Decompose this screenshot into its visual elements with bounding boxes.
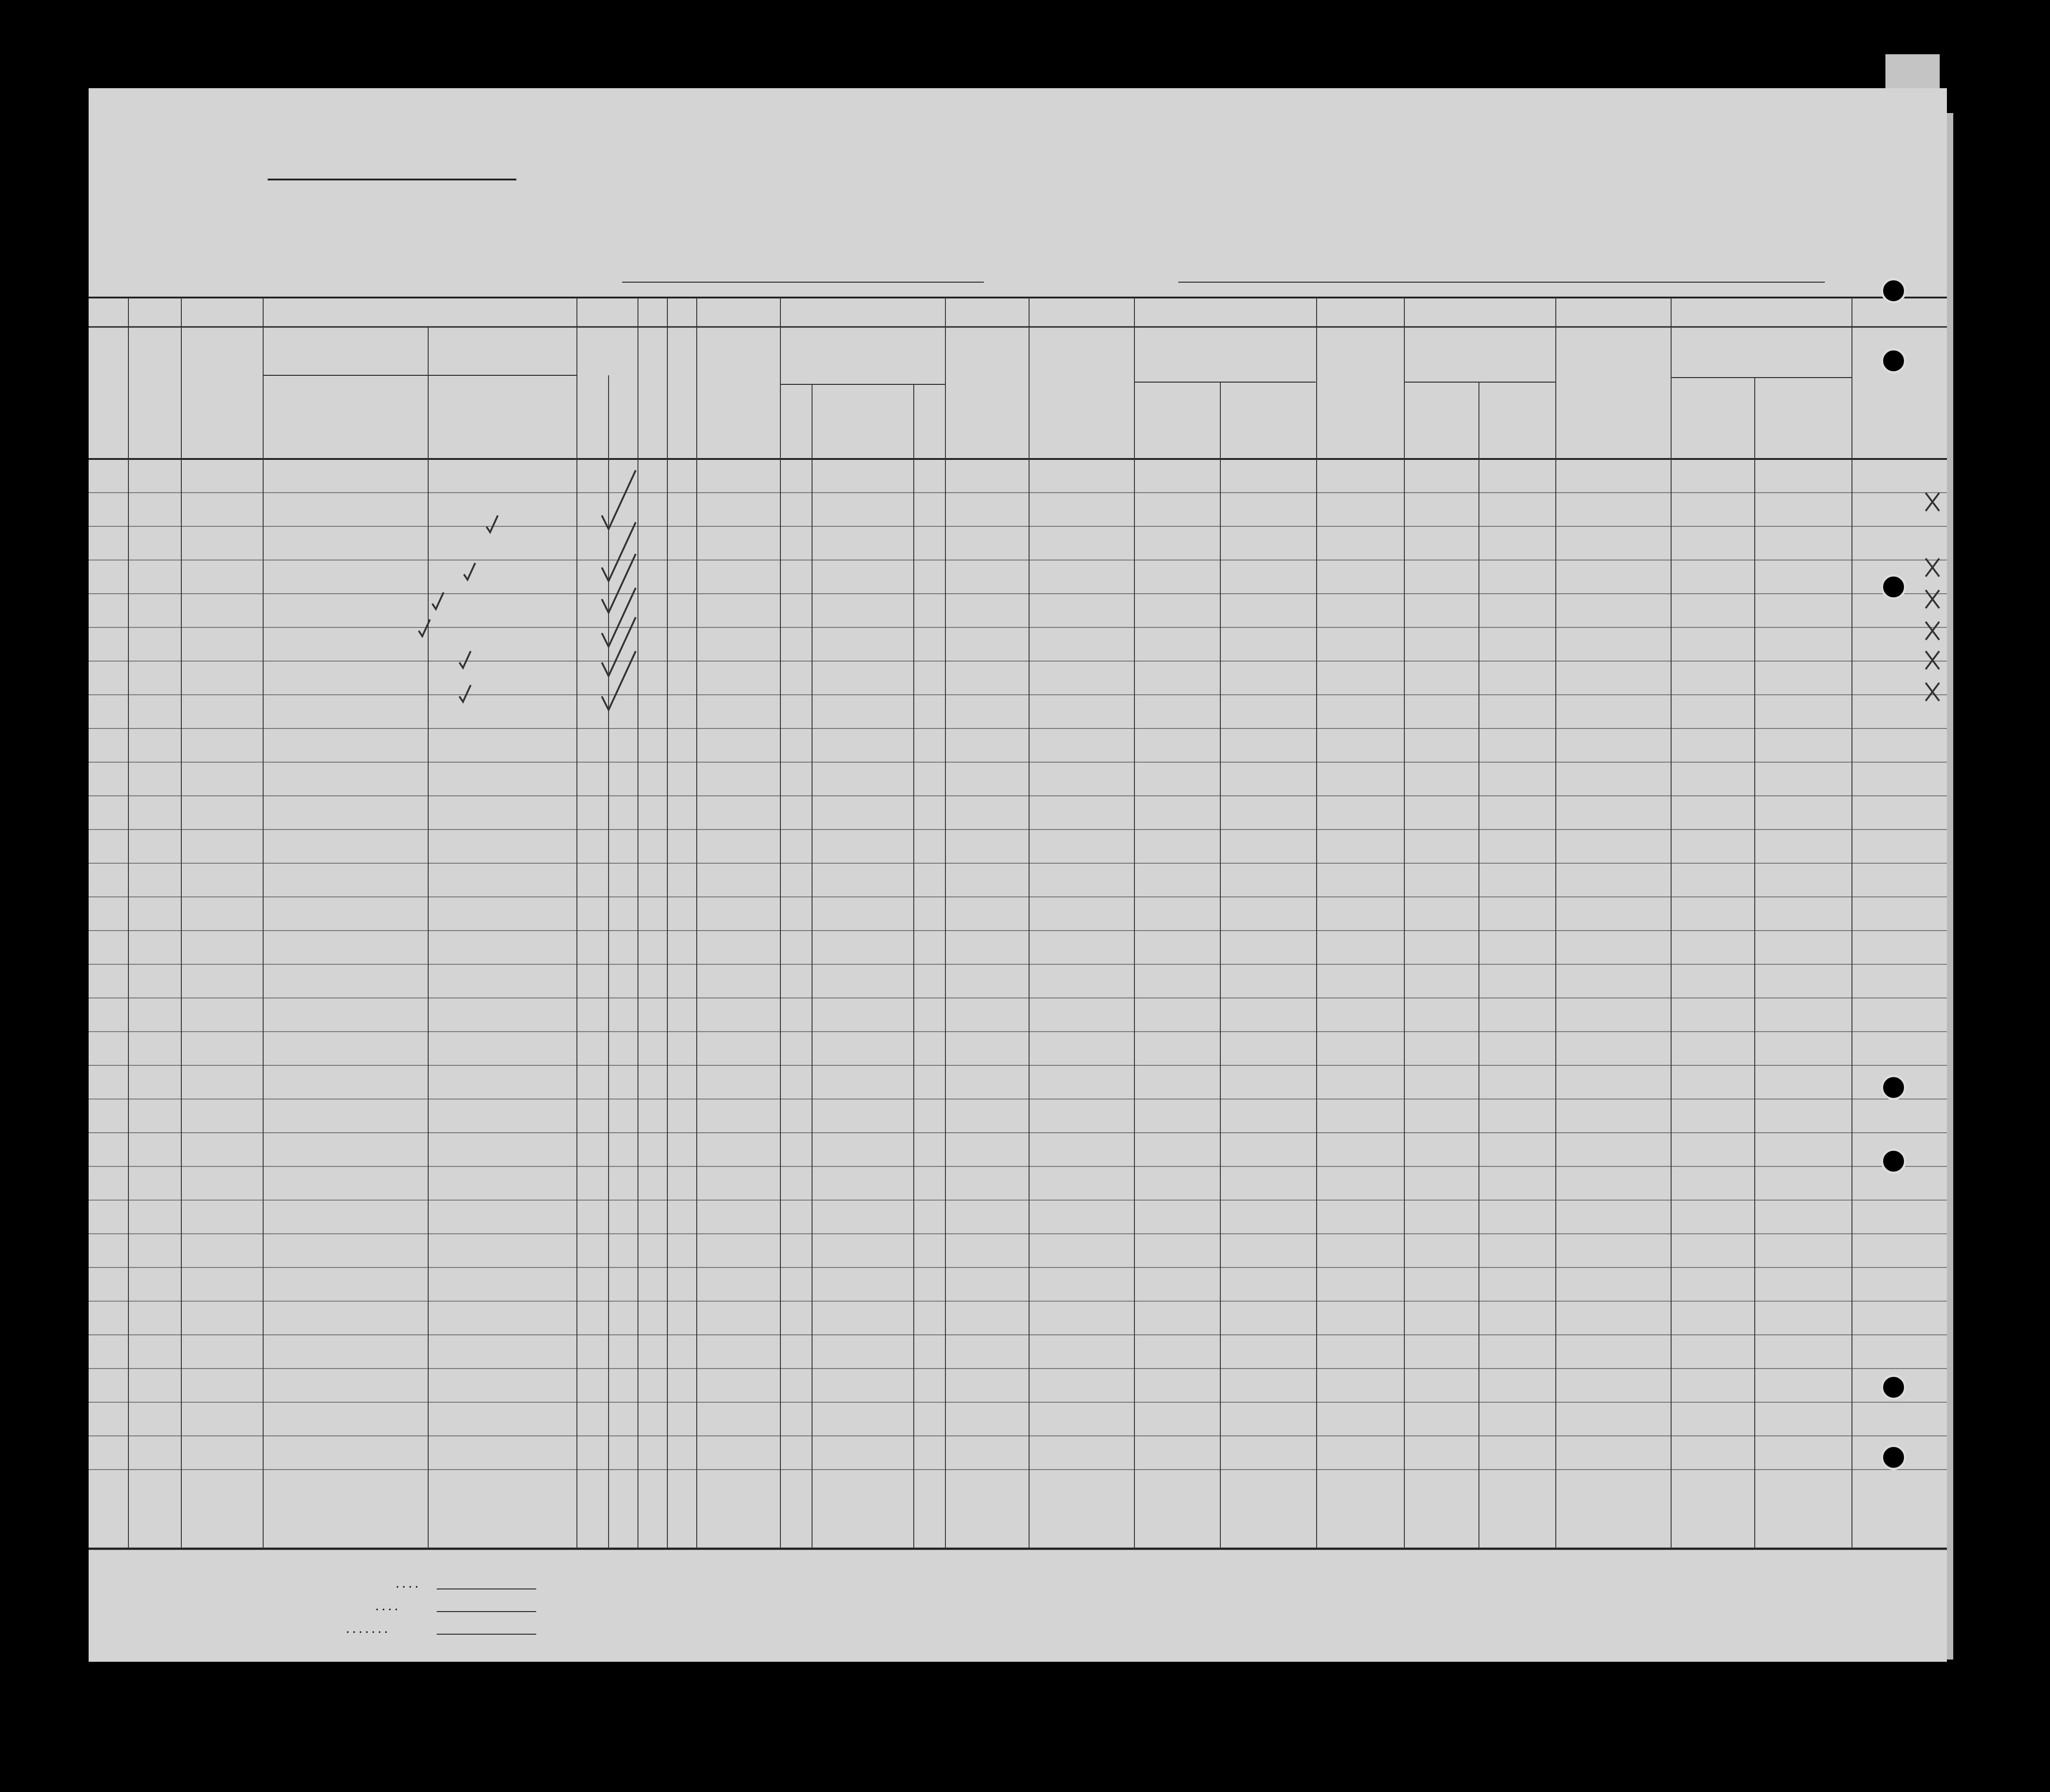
manifest-sheet (89, 88, 1947, 1662)
tick-mark (487, 515, 498, 532)
check-marks (419, 470, 1939, 710)
date-underline (1499, 282, 1825, 283)
check-mark (602, 554, 636, 613)
leader-dots-3: ....... (346, 1624, 391, 1635)
binder-hole (1881, 1375, 1906, 1400)
binder-hole (1881, 1445, 1906, 1470)
tick-mark (459, 685, 471, 702)
x-mark (1926, 493, 1939, 511)
binder-hole (1881, 348, 1906, 374)
x-mark (1926, 651, 1939, 669)
check-mark (602, 588, 636, 647)
x-mark (1926, 558, 1939, 577)
tick-mark (459, 651, 471, 668)
check-mark (602, 470, 636, 529)
x-mark (1926, 683, 1939, 701)
tick-mark (432, 592, 444, 609)
tick-mark (464, 563, 475, 580)
binder-hole (1881, 1149, 1906, 1174)
check-mark (602, 651, 636, 710)
list-underline (268, 179, 516, 180)
binder-hole (1881, 278, 1906, 303)
binder-hole (1881, 574, 1906, 600)
leader-dots-2: .... (376, 1601, 401, 1612)
x-mark (1926, 622, 1939, 640)
ship-underline (622, 282, 984, 283)
aliens-line (437, 1634, 536, 1635)
manifest-grid (89, 88, 1947, 1662)
binder-hole (1881, 1075, 1906, 1100)
check-mark (602, 522, 636, 581)
leader-dots-1: .... (396, 1579, 422, 1590)
us-citizens-line (437, 1611, 536, 1612)
x-mark (1926, 590, 1939, 608)
